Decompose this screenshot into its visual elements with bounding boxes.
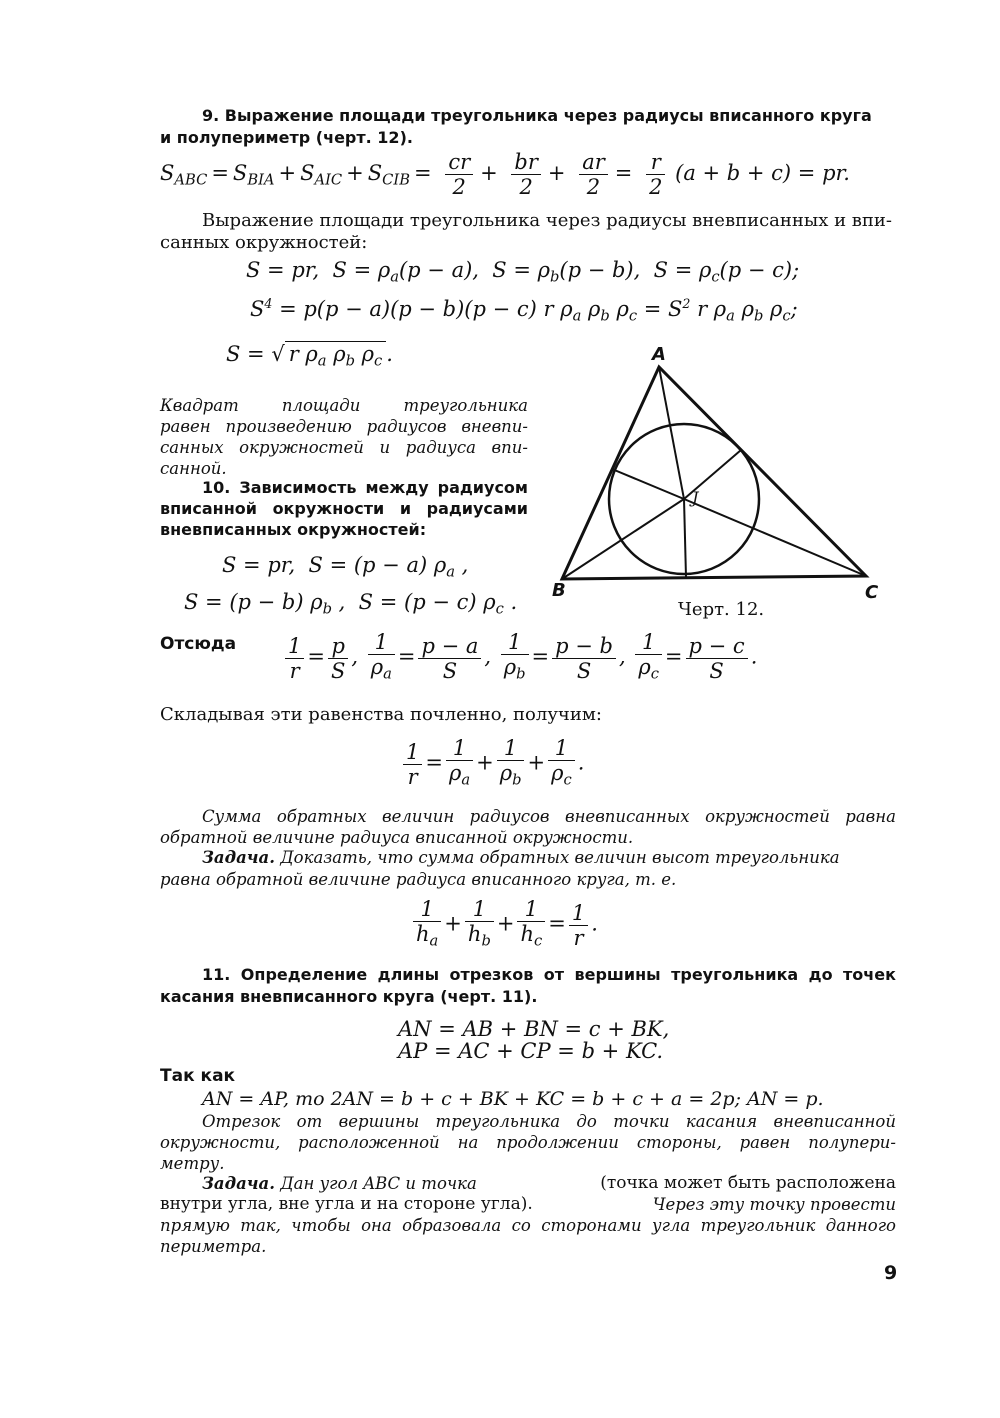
formula-an-ap: AN = AB + BN = c + BK, AP = AC + CP = b + KC. [398,1017,670,1063]
conclusion-2: обратной величине радиуса вписанной окружности. [160,828,634,847]
conclusion-1: Сумма обратных величин радиусов вневписанных окружностей равна [202,807,896,826]
task11-line2 [160,1194,896,1215]
task10-line1 [202,847,840,868]
formula-area-fourth: $S^4 = p(p - a)(p - b)(p - c)$ r $\rho_a$ $\rho_b$ $\rho_c = S^2$ r $\rho_a$ $\rho_b$ $\rho_c$; [250,296,798,325]
task11-text-italic: Дан угол ABC и точка [280,1174,477,1193]
text-adding: Складывая эти равенства почленно, получим: [160,704,602,725]
vertex-label-c: C [865,582,879,603]
vertex-label-b: B [552,580,566,601]
section11-heading-cont: касания вневписанного круга (черт. 11). [160,987,538,1006]
italic-statement-3: санных окружностей и радиуса впи- [160,438,528,457]
text-expression-cont: санных окружностей: [160,232,368,253]
figure-caption: Черт. 12. [678,599,765,620]
section9-heading: 9. Выражение площади треугольника через радиусы вписанного круга [202,106,872,125]
task10-text: Доказать, что сумма обратных величин высот треугольника [280,848,840,867]
task11-text-paren: (точка может быть расположена [600,1173,896,1193]
section11-italic-2: окружности, расположенной на продолжении стороны, равен полупери- [160,1133,896,1152]
formula-heights: $\frac{1}{h_a}$ + $\frac{1}{h_b}$ + $\frac{1}{h_c}$ = $\frac{1}{r}$ . [410,897,598,953]
label-since: Так как [160,1066,236,1086]
task11-line3: прямую так, чтобы она образовала со сторонами угла треугольник данного [160,1216,896,1235]
page-number: 9 [884,1262,898,1284]
triangle-figure [540,340,900,630]
radius-bottom [684,499,686,577]
formula-s10-1: S = pr, S = (p − a) $\rho_a$ , [222,553,469,581]
section10-heading: 10. Зависимость между радиусом [202,478,528,497]
section11-italic-3: метру. [160,1154,225,1173]
task11-text-2a: внутри угла, вне угла и на стороне угла). [160,1194,533,1214]
task11-line1 [202,1173,896,1194]
italic-statement-4: санной. [160,459,227,478]
section10-heading-cont: вписанной окружности и радиусами [160,499,528,518]
section11-heading: 11. Определение длины отрезков от вершины треугольника до точек [202,965,896,984]
formula-area-list: S = pr, $S = \rho_a(p - a)$, $S = \rho_b(p - b)$, $S = \rho_c(p - c)$; [246,258,800,286]
task10-label: Задача. [202,848,275,867]
label-hence: Отсюда [160,634,237,654]
italic-statement-1: Квадрат площади треугольника [160,396,528,415]
text-expression: Выражение площади треугольника через радиусы вневписанных и впи- [202,210,893,231]
section10-heading-end: вневписанных окружностей: [160,520,427,539]
section9-heading-cont: и полупериметр (черт. 12). [160,128,413,147]
incenter-label-j: J [692,488,699,507]
task11-line4: периметра. [160,1237,267,1256]
formula-area-root: S = √ r $\rho_a$ $\rho_b$ $\rho_c$ . [226,342,393,370]
vertex-label-a: A [652,344,666,365]
task11-label: Задача. [202,1174,275,1193]
radius-left [612,469,684,499]
task11-text-2b: Через эту точку провести [652,1195,896,1214]
bisector-c [684,499,866,576]
italic-statement-2: равен произведению радиусов вневпи- [160,417,528,436]
section11-italic-1: Отрезок от вершины треугольника до точки касания вневписанной [202,1112,896,1131]
task10-line2: равна обратной величине радиуса вписанного круга, т. е. [160,870,677,889]
formula-reciprocals: $\frac{1}{r}$ = $\frac{p}{S}$ , $\frac{1}{\rho_a}$ = $\frac{p - a}{S}$ , $\frac{1}{\rho_b}$ = $\frac{p - b}{S}$ , $\frac{1}{\rho_c}$ = $\frac{p - c}{S}$ . [282,630,757,686]
formula-s10-2: S = (p − b) $\rho_b$ , S = (p − c) $\rho_c$ . [184,590,518,618]
formula-area-sum: $S_{ABC} = S_{BIA} + S_{AIC} + S_{CIB}$ = $\frac{cr}{2}$ + $\frac{br}{2}$ + $\frac{ar}{2}$ = $\frac{r}{2}$ (a + b + c) = pr. [160,150,850,199]
formula-sum-reciprocals: $\frac{1}{r}$ = $\frac{1}{\rho_a}$ + $\frac{1}{\rho_b}$ + $\frac{1}{\rho_c}$ . [400,736,584,792]
formula-an-p: AN = AP, то 2AN = b + c + BK + KC = b + c + a = 2p; AN = p. [202,1088,824,1110]
